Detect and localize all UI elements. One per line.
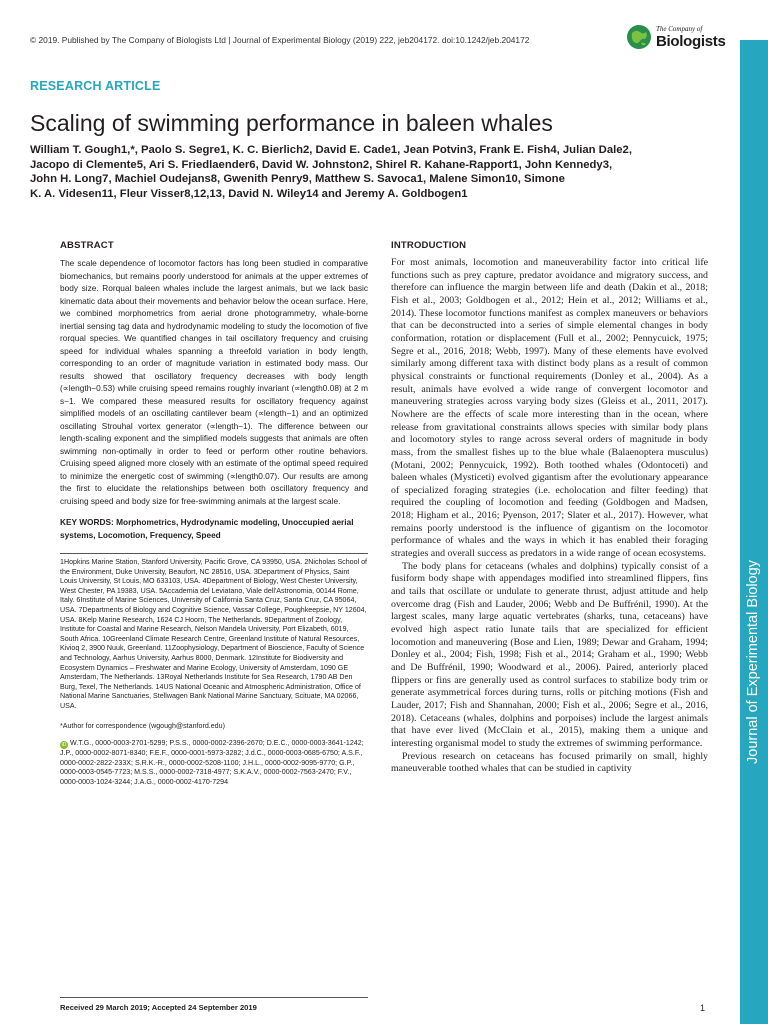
orcid-list <box>60 739 368 787</box>
article-type: RESEARCH ARTICLE <box>30 79 161 93</box>
intro-paragraph: Previous research on cetaceans has focused primarily on small, highly maneuverable toothed whales that can be studied in captivity <box>391 750 708 775</box>
affiliations: 1Hopkins Marine Station, Stanford University, Pacific Grove, CA 93950, USA. 2Nicholas School of the Environment, Duke University, Beaufort, NC 28516, USA. 3Department of Physics, Saint Louis University, St Louis, MO 633103, USA. 4Department of Biology, West Chester University, West Chester, PA 19383, USA. 5Accademia del Leviatano, Viale dell'Astronomia, 00144 Rome, Italy. 6Institute of Marine Sciences, University of California Santa Cruz, Santa Cruz, CA 95064, USA. 7Departments of Biology and Cognitive Science, Vassar College, Poughkeepsie, NY 12604, USA. 8Kelp Marine Research, 1624 CJ Hoorn, The Netherlands. 9Department of Zoology, Institute for Coastal and Marine Research, Nelson Mandela University, Port Elizabeth, 6019, South Africa. 10Greenland Climate Research Centre, Greenland Institute of Natural Resources, Kivioq 2, 3900 Nuuk, Greenland. 11Zoophysiology, Department of Bioscience, Faculty of Science and Technology, Aarhus University, Aarhus 8000, Denmark. 12Institute for Biodiversity and Ecosystem Dynamics – Freshwater and Marine Ecology, University of Amsterdam, 1090 GE Amsterdam, The Netherlands. 13Royal Netherlands Institute for Sea Research, 1790 AB Den Burg, Texel, The Netherlands. 14US National Oceanic and Atmospheric Administration, Office of National Marine Sanctuaries, Stellwagen Bank National Marine Sanctuary, Scituate, MA 02066, USA. <box>60 558 368 710</box>
publisher-logo[interactable] <box>626 22 726 56</box>
divider <box>60 553 368 554</box>
journal-header-citation: © 2019. Published by The Company of Biologists Ltd | Journal of Experimental Biology (2019) 222, jeb204172. doi:10.1242/jeb.204172 <box>30 35 530 45</box>
keywords: KEY WORDS: Morphometrics, Hydrodynamic modeling, Unoccupied aerial systems, Locomotion, Frequency, Speed <box>60 517 354 540</box>
author-line: Jacopo di Clemente5, Ari S. Friedlaender6, David W. Johnston2, Shirel R. Kahane-Rapport1, John Kennedy3, <box>30 158 613 171</box>
sidebar-journal-name: Journal of Experimental Biology <box>745 560 761 764</box>
author-list <box>30 143 710 201</box>
article-title: Scaling of swimming performance in baleen whales <box>30 110 553 136</box>
page-number: 1 <box>700 1003 706 1013</box>
correspondence: *Author for correspondence (wgough@stanford.edu) <box>60 721 225 730</box>
right-column <box>391 240 708 776</box>
received-dates: Received 29 March 2019; Accepted 24 September 2019 <box>60 997 368 1012</box>
abstract-text: The scale dependence of locomotor factors has long been studied in comparative biomechanics, but remains poorly understood for animals at the upper extremes of body size. Rorqual baleen whales include the largest animals, but we lack basic kinematic data about their movements and behavior below the ocean surface. Here, we combined morphometrics from aerial drone photogrammetry, whale-borne inertial sensing tag data and hydrodynamic modeling to study the locomotion of five rorqual species. We quantified changes in tail oscillatory frequency and cruising speed for individual whales spanning a threefold variation in body length, corresponding to an order of magnitude variation in estimated body mass. Our results showed that oscillatory frequency decreases with body length (∝length−0.53) while cruising speed remains roughly invariant (∝length0.08) at 2 m s−1. We compared these measured results for oscillatory frequency against simplified models of an oscillating cantilever beam (∝length−1) and an optimized oscillating Strouhal vortex generator (∝length−1). The difference between our length-scaling exponent and the simplified models suggests that animals are often swimming non-optimally in order to feed or perform other routine behaviors. Cruising speed aligned more closely with an estimate of the optimal speed required to minimize the energetic cost of swimming (∝length0.07). Our results are among the first to elucidate the relationships between both oscillatory frequency and cruising speed and body size for free-swimming animals at the largest scale. <box>60 258 368 506</box>
orcid-icon[interactable]: iD <box>61 742 67 749</box>
logo-wordmark: Biologists <box>656 33 726 50</box>
author-line: John H. Long7, Machiel Oudejans8, Gwenith Penry9, Matthew S. Savoca1, Malene Simon10, Simone <box>30 173 565 185</box>
left-column <box>60 240 368 787</box>
author-line: William T. Gough1,*, Paolo S. Segre1, K. C. Bierlich2, David E. Cade1, Jean Potvin3, Frank E. Fish4, Julian Dale2, <box>30 144 632 156</box>
intro-paragraph: For most animals, locomotion and maneuverability factor into critical life functions such as prey capture, predator avoidance and migratory success, and therefore can influence the margin between life and death (Dakin et al., 2018; Fish et al., 2003; Goldbogen et al., 2012; Hein et al., 2012; Williams et al., 2014). These locomotor functions manifest as complex maneuvers or behaviors that can be deconstructed into a series of simple elemental changes in body conformation, rotation or displacement (Full et al., 2002; Pennycuick, 1975; Segre et al., 2016, 2018; Webb, 1997). Many of these elements have evolved similarly among different taxa with distinct body plans as a result of common physical constraints or functional requirements (Donley et al., 2004). As a result, animals have evolved a wide range of convergent locomotor and maneuvering strategies across varying body sizes (Gleiss et al., 2011, 2017). Nowhere are the effects of scale more interesting than in the ocean, where release from gravitational constraints allows species with similar body plans and locomotory styles to range across several orders of magnitude in body mass, from the smallest fishes up to the blue whale (Balaenoptera musculus) (Motani, 2002; Pennycuick, 1992). Both toothed whales (Odontoceti) and baleen whales (Mysticeti) evolved gigantism after the evolutionary appearance of specialized foraging strategies (i.e. echolocation and filter feeding) that required the coupling of locomotion and feeding (Goldbogen and Madsen, 2018; Higham et al., 2016; Pyenson, 2017; Slater et al., 2017). However, what remains poorly understood is the influence of gigantism on the locomotor performance of whales and the ways in which it has enabled their foraging strategies and overall success as predators in a wide range of ocean ecosystems. <box>391 257 708 560</box>
intro-paragraph: The body plans for cetaceans (whales and dolphins) typically consist of a fusiform body shape with appendages modified into streamlined flippers, fins and tails that oscillate or undulate to generate thrust, adjust attitude and help overcome drag (Fish and Lauder, 2006; Webb and De Buffrénil, 1990). At the largest scales, many large aquatic vertebrates (sharks, tuna, cetaceans) have evolved high aspect ratio lunate tails that are specialized for efficient locomotion and maneuvering (Bose and Lien, 1989; Dewar and Graham, 1994; Donley et al., 2004; Fish, 1998; Fish et al., 2014; Graham et al., 1990; Webb and De Buffrénil, 1990; Woodward et al., 2006). Paired, anteriorly placed flippers or fins are generally used as control surfaces to stabilize body trim or generate asymmetrical forces during turns, rolls or pitching motions (Fish and Lauder, 2017; Fish and Shannahan, 2000; Fish et al., 2006; Segre et al., 2016, 2018). Cetaceans (whales, dolphins and porpoises) include the largest animals that have ever lived (McClain et al., 2015), making them a unique and interesting organismal model to study the extremes of swimming performance. <box>391 560 708 749</box>
journal-sidebar <box>740 40 768 1024</box>
logo-subtitle: The Company of <box>656 25 703 33</box>
orcid-text: W.T.G., 0000-0003-2701-5299; P.S.S., 0000-0002-2396-2670; D.E.C., 0000-0003-3641-1242; J.P., 0000-0002-8071-8340; F.E.F., 0000-0001-5973-3282; J.d.C., 0000-0003-0685-6750; A.S.F., 0000-0002-2822-233X; S.R.K.-R., 0000-0002-5208-1100; J.H.L., 0000-0002-9095-9770; G.P., 0000-0003-0545-7723; M.S.S., 0000-0002-7318-4977; S.K.A.V., 0000-0002-7563-2470; F.V., 0000-0003-1024-3244; J.A.G., 0000-0002-4170-7294 <box>60 739 364 786</box>
author-line: K. A. Videsen11, Fleur Visser8,12,13, David N. Wiley14 and Jeremy A. Goldbogen1 <box>30 187 468 200</box>
introduction-heading: INTRODUCTION <box>391 240 467 251</box>
abstract-heading: ABSTRACT <box>60 240 114 251</box>
globe-icon <box>626 24 652 50</box>
